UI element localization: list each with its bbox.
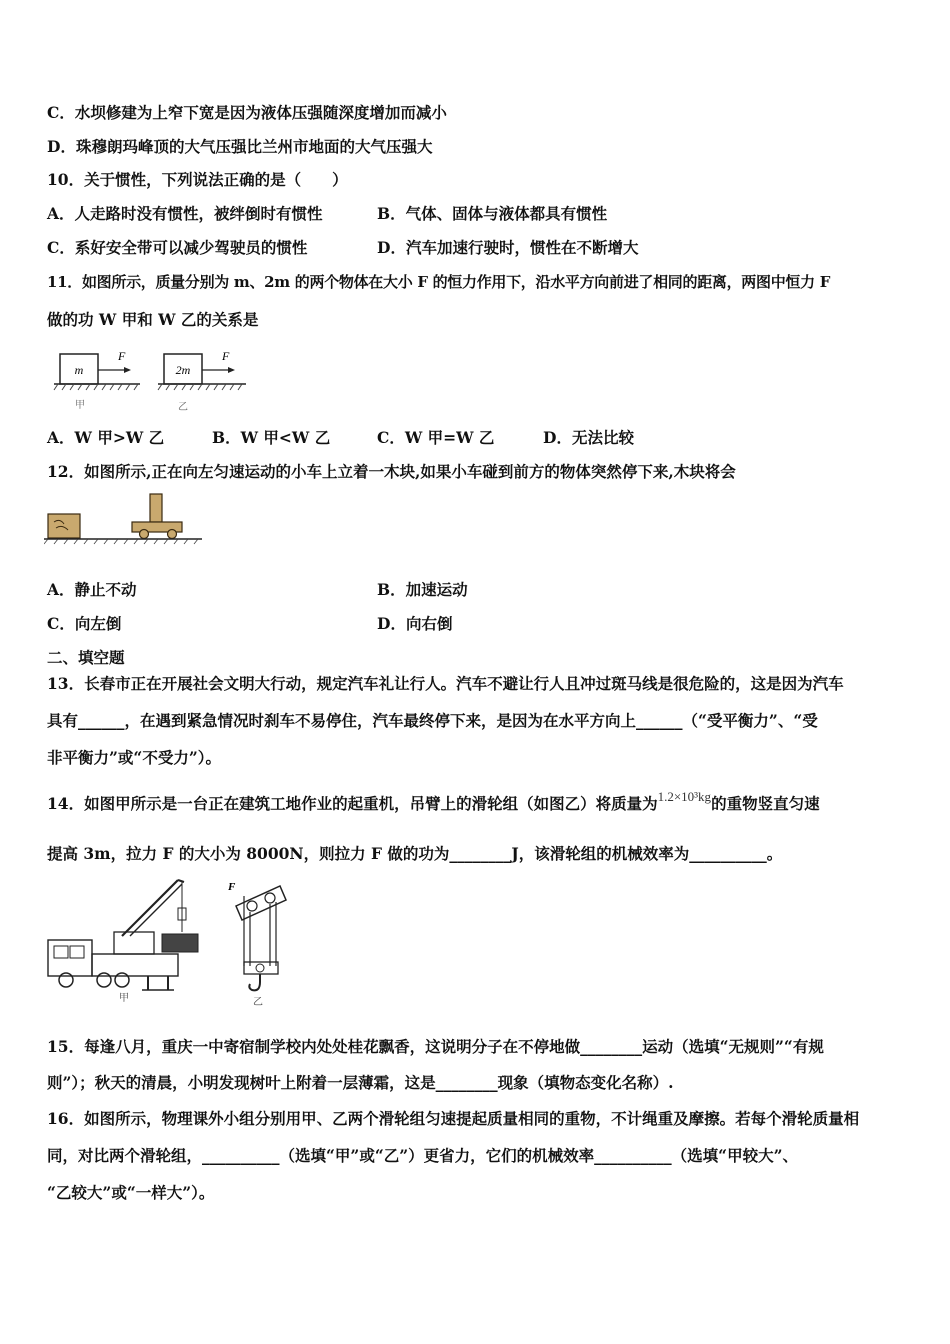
q12-stem: 12．如图所示,正在向左匀速运动的小车上立着一木块,如果小车碰到前方的物体突然停下来,木块将会 bbox=[47, 462, 736, 481]
section-heading-fill-in: 二、填空题 bbox=[47, 648, 125, 667]
wheel-3 bbox=[115, 973, 129, 987]
pulley-force-label: F bbox=[228, 881, 236, 893]
q12-option-a: A．静止不动 bbox=[47, 580, 137, 599]
q14-line1-text-b: 的重物竖直匀速 bbox=[711, 794, 820, 813]
q13-line1: 13．长春市正在开展社会文明大行动，规定汽车礼让行人。汽车不避让行人且冲过斑马线是很危险的，这是因为汽车 bbox=[47, 674, 844, 693]
q12-option-c: C．向左倒 bbox=[47, 614, 122, 633]
obstacle-block bbox=[48, 514, 80, 538]
q10-stem: 10．关于惯性，下列说法正确的是（ ） bbox=[47, 170, 348, 189]
q9-option-d: D．珠穆朗玛峰顶的大气压强比兰州市地面的大气压强大 bbox=[47, 137, 433, 156]
q11-stem-line1: 11．如图所示，质量分别为 m、2m 的两个物体在大小 F 的恒力作用下，沿水平方向前进了相同的距离，两图中恒力 F bbox=[47, 273, 831, 291]
block-2m-label: 2m bbox=[175, 363, 191, 377]
wheel-2 bbox=[97, 973, 111, 987]
q11-option-c: C．W 甲=W 乙 bbox=[377, 428, 495, 447]
q16-line2: 同，对比两个滑轮组，__________（选填“甲”或“乙”）更省力，它们的机械效率__________（选填“甲较大”、 bbox=[47, 1146, 798, 1165]
q12-option-b: B．加速运动 bbox=[377, 580, 468, 599]
q14-line1 bbox=[47, 789, 820, 815]
fig-label-yi: 乙 bbox=[178, 402, 188, 413]
q9-option-c: C．水坝修建为上窄下宽是因为液体压强随深度增加而减小 bbox=[47, 103, 447, 122]
force-label-1: F bbox=[118, 349, 126, 363]
crane-label-jia: 甲 bbox=[119, 993, 129, 1004]
crane-boom bbox=[122, 880, 178, 936]
q16-line1: 16．如图所示，物理课外小组分别用甲、乙两个滑轮组匀速提起质量相同的重物，不计绳重及摩擦。若每个滑轮质量相 bbox=[47, 1109, 860, 1128]
q14-crane-figure bbox=[44, 874, 209, 1006]
q11-option-a: A．W 甲>W 乙 bbox=[47, 428, 165, 447]
q14-line2: 提高 3m，拉力 F 的大小为 8000N，则拉力 F 做的功为________J，该滑轮组的机械效率为__________。 bbox=[47, 844, 783, 863]
fig-label-jia: 甲 bbox=[75, 400, 85, 411]
q11-stem-line2: 做的功 W 甲和 W 乙的关系是 bbox=[47, 310, 259, 329]
q10-option-a: A．人走路时没有惯性，被绊倒时有惯性 bbox=[47, 204, 323, 223]
cart-wheel-right bbox=[168, 530, 177, 539]
wood-block bbox=[150, 494, 162, 522]
q13-line2: 具有______，在遇到紧急情况时刹车不易停住，汽车最终停下来，是因为在水平方向上______（“受平衡力”、“受 bbox=[47, 711, 818, 730]
q14-mass-value: 1.2×10³kg bbox=[657, 789, 712, 804]
crane-load bbox=[162, 934, 198, 952]
q11-option-d: D．无法比较 bbox=[543, 428, 634, 447]
q15-line2: 则”）；秋天的清晨，小明发现树叶上附着一层薄霜，这是________现象（填物态变化名称）. bbox=[47, 1073, 674, 1092]
q12-figure bbox=[44, 490, 204, 548]
q11-figure bbox=[52, 346, 252, 416]
q11-option-b: B．W 甲<W 乙 bbox=[212, 428, 331, 447]
q10-option-d: D．汽车加速行驶时，惯性在不断增大 bbox=[377, 238, 639, 257]
q12-option-d: D．向右倒 bbox=[377, 614, 453, 633]
q10-option-b: B．气体、固体与液体都具有惯性 bbox=[377, 204, 608, 223]
force-label-2: F bbox=[222, 349, 230, 363]
pulley-label-yi: 乙 bbox=[253, 997, 263, 1008]
cart-wheel-left bbox=[140, 530, 149, 539]
wheel-1 bbox=[59, 973, 73, 987]
q15-line1: 15．每逢八月，重庆一中寄宿制学校内处处桂花飘香，这说明分子在不停地做________运动（选填“无规则”“有规 bbox=[47, 1037, 824, 1056]
block-m-label: m bbox=[74, 363, 84, 377]
q14-line1-text-a: 14．如图甲所示是一台正在建筑工地作业的起重机，吊臂上的滑轮组（如图乙）将质量为 bbox=[47, 794, 658, 813]
crane-house bbox=[114, 932, 154, 954]
hook bbox=[249, 974, 260, 990]
q14-pulley-figure bbox=[222, 876, 302, 1008]
q10-option-c: C．系好安全带可以减少驾驶员的惯性 bbox=[47, 238, 308, 257]
q16-line3: “乙较大”或“一样大”）。 bbox=[47, 1183, 215, 1202]
q13-line3: 非平衡力”或“不受力”）。 bbox=[47, 748, 221, 767]
